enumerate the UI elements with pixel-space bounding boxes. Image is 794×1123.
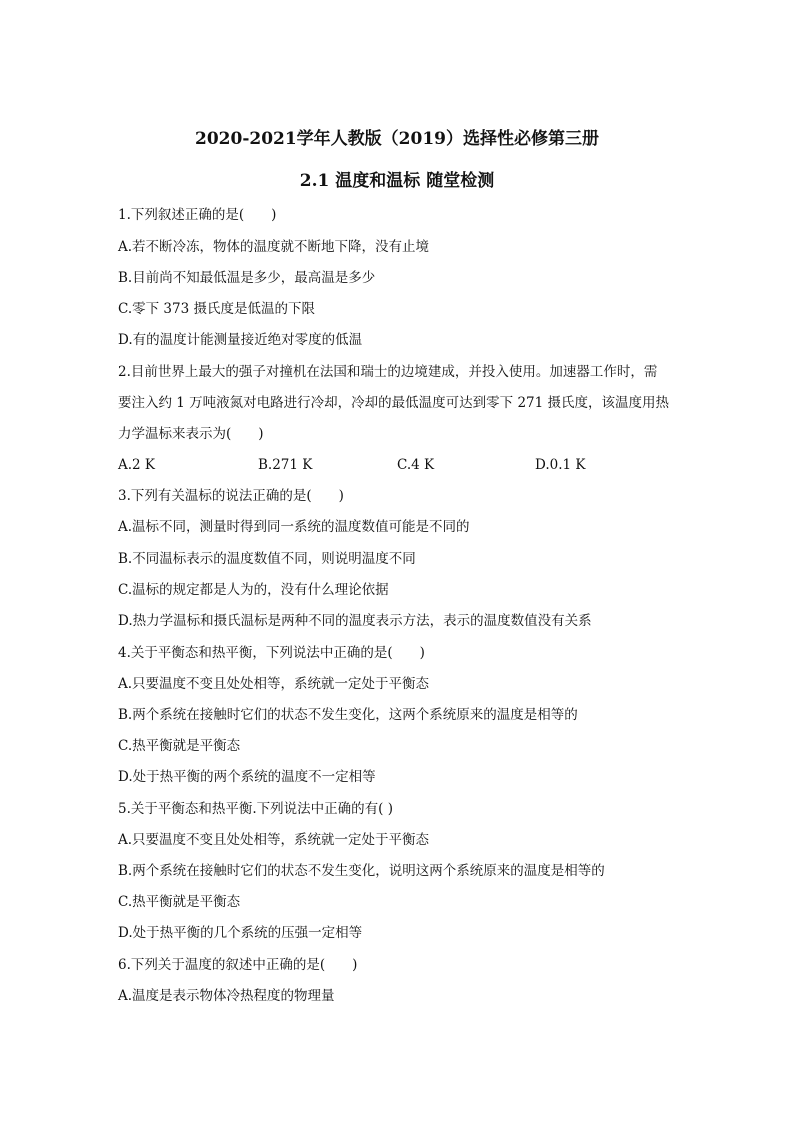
question-1-option-c: C.零下 373 摄氏度是低温的下限	[118, 301, 315, 317]
question-2-option-a: A.2 K	[118, 457, 156, 473]
question-4-option-c: C.热平衡就是平衡态	[118, 738, 241, 754]
question-5-stem: 5.关于平衡态和热平衡.下列说法中正确的有( )	[118, 801, 393, 817]
question-5-option-d: D.处于热平衡的几个系统的压强一定相等	[118, 925, 363, 941]
question-6-option-a: A.温度是表示物体冷热程度的物理量	[118, 988, 335, 1004]
question-2-stem-line-3: 力学温标来表示为( )	[118, 426, 264, 442]
question-1-option-a: A.若不断冷冻，物体的温度就不断地下降，没有止境	[118, 239, 430, 255]
document-title: 2020-2021学年人教版（2019）选择性必修第三册	[195, 129, 599, 149]
document-subtitle: 2.1 温度和温标 随堂检测	[299, 171, 495, 191]
question-1-option-d: D.有的温度计能测量接近绝对零度的低温	[118, 332, 363, 348]
question-3-option-c: C.温标的规定都是人为的，没有什么理论依据	[118, 582, 389, 598]
question-5-option-b: B.两个系统在接触时它们的状态不发生变化，说明这两个系统原来的温度是相等的	[118, 863, 605, 879]
question-1-stem: 1.下列叙述正确的是( )	[118, 207, 277, 223]
question-3-option-b: B.不同温标表示的温度数值不同，则说明温度不同	[118, 551, 416, 567]
question-4-option-b: B.两个系统在接触时它们的状态不发生变化，这两个系统原来的温度是相等的	[118, 707, 578, 723]
question-6-stem: 6.下列关于温度的叙述中正确的是( )	[118, 957, 358, 973]
question-2-stem-line-2: 要注入约 1 万吨液氮对电路进行冷却，冷却的最低温度可达到零下 271 摄氏度，该温度用热	[118, 395, 670, 411]
question-2-option-c: C.4 K	[397, 457, 435, 473]
question-4-option-a: A.只要温度不变且处处相等，系统就一定处于平衡态	[118, 676, 430, 692]
question-2-option-d: D.0.1 K	[535, 457, 586, 473]
question-2-option-b: B.271 K	[258, 457, 313, 473]
question-3-option-a: A.温标不同，测量时得到同一系统的温度数值可能是不同的	[118, 519, 470, 535]
question-3-option-d: D.热力学温标和摄氏温标是两种不同的温度表示方法，表示的温度数值没有关系	[118, 613, 592, 629]
question-1-option-b: B.目前尚不知最低温是多少，最高温是多少	[118, 270, 376, 286]
question-4-option-d: D.处于热平衡的两个系统的温度不一定相等	[118, 769, 376, 785]
question-5-option-a: A.只要温度不变且处处相等，系统就一定处于平衡态	[118, 832, 430, 848]
question-3-stem: 3.下列有关温标的说法正确的是( )	[118, 488, 344, 504]
question-4-stem: 4.关于平衡态和热平衡，下列说法中正确的是( )	[118, 645, 425, 661]
question-5-option-c: C.热平衡就是平衡态	[118, 894, 241, 910]
question-2-stem-line-1: 2.目前世界上最大的强子对撞机在法国和瑞士的边境建成，并投入使用。加速器工作时，需	[118, 364, 658, 380]
